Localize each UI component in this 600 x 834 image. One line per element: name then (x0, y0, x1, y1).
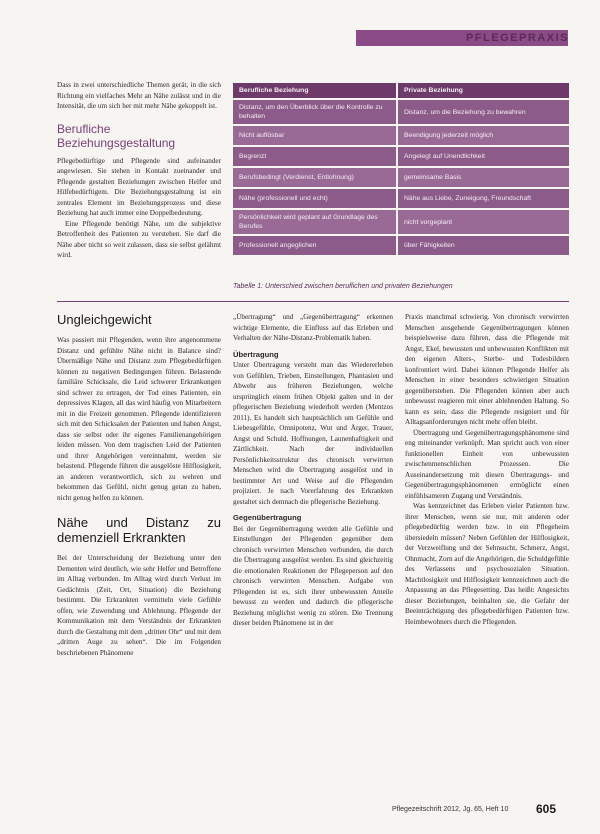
table-cell: Begrenzt (233, 146, 397, 167)
middle-column (233, 312, 393, 629)
heading-naehe-und-distanz: Nähe und Distanz zu demenziell Erkrankten (57, 515, 221, 545)
table-row (233, 125, 569, 146)
page-number: 605 (536, 802, 557, 816)
table-header-cell: Private Beziehung (397, 83, 569, 99)
journal-citation: Pflegezeitschrift 2012, Jg. 65, Heft 10 (392, 806, 509, 813)
table-row (233, 167, 569, 188)
table-row (233, 188, 569, 209)
table-cell: Nähe aus Liebe, Zuneigung, Freundschaft (397, 188, 569, 209)
table-cell: nicht vorgeplant (397, 209, 569, 235)
table-cell: gemeinsame Basis (397, 167, 569, 188)
table-cell: Professionell angeglichen (233, 235, 397, 256)
table-header-row (233, 83, 569, 99)
table-row (233, 209, 569, 235)
left-lower-column (57, 312, 221, 658)
section1-paragraph: Eine Pflegende benötigt Nähe, um die subjektive Betroffenheit des Patienten zu verstehen. Sie darf die Nähe aber nicht so weit zulassen, dass sie selbst gelähmt wird. (57, 219, 221, 259)
right-paragraph: Praxis manchmal schwierig. Von chronisch verwirrten Menschen ausgehende Gegenübertragungen können beispielsweise dazu führen, dass die Pflegende mit Angst, Ekel, bewussten und unbewussten Konflikten mit den eigenen Alters-, Sterbe- und Todesbildern konfrontiert wird. Dabei können Pflegende Helfer als Menschen in einer besonders schwierigen Situation gegenüberstehen. Die Pflegenden können aber auch unbewusst reagieren mit einer ablehnenden Haltung. So kann es sein, dass die Pflegende resigniert und für Alltagsanforderungen nicht mehr offen bleibt. (405, 313, 569, 426)
section3-paragraph: Bei der Unterscheidung der Beziehung unter den Dementen wird deutlich, wie sehr Helfer und Betroffene im Alltag verbunden. Im Alltag wird durch Verlust im Gedächtnis (Zeit, Ort, Situation) die Beziehung bestimmt. Die Erkrankten vermitteln viele Gefühle offen, wie Zuwendung und Ablehnung. Pflegende der Kommunikation mit dem Verständnis der Erkrankten durch die Gestaltung mit dem „dritten Ohr“ und mit dem „dritten Auge zu sehen“. Die im Folgenden beschriebenen Phänomene (57, 554, 221, 657)
table-cell: Berufsbedingt (Verdienst, Entlohnung) (233, 167, 397, 188)
uebertragung-paragraph: Unter Übertragung versteht man das Wiedererleben von Gefühlen, Trieben, Einstellungen, Phantasien und Abwehr aus früheren Beziehungen, welche ursprünglich einem frühen Objekt galten und in der pflegerischen Beziehung wiederholt werden (Mentzos 2011). Es handelt sich hauptsächlich um Gefühle und Liebesgefühle, Omnipotenz, Wut und Ärger, Trauer, Angst und Schuld. Hoffnungen, Launenhaftigkeit und Zärtlichkeit. Nach der individuellen Persönlichkeitsstruktur des chronisch verwirrten Menschen wird die Übertragung ausgelöst und in bestimmter Art und Weise auf die Pflegenden projiziert. Je nach Vorerfahrung des Erkrankten gestaltet sich demnach die pflegerische Beziehung. (233, 361, 393, 506)
left-upper-column (57, 80, 221, 261)
table-cell: Beendigung jederzeit möglich (397, 125, 569, 146)
table-cell: Distanz, um den Überblick über die Kontrolle zu behalten (233, 99, 397, 125)
table-row (233, 146, 569, 167)
table-cell: über Fähigkeiten (397, 235, 569, 256)
heading-berufliche-beziehungsgestaltung: Berufliche Beziehungsgestaltung (57, 121, 176, 150)
right-paragraph: Was kennzeichnet das Erleben vieler Patienten bzw. ihrer Menschen, wenn sie nur, mit anderen oder pflegebedürftig werden bzw. in ein Pflegeheim übersiedeln müssen? Neben Gefühlen der Hilflosigkeit, der Verzweiflung und der Sehnsucht, Schmerz, Angst, Ohnmacht, Zorn auf die Angehörigen, die Schuldgefühle des Verlassens und psychosozialen Situation. Machtlosigkeit und Hilflosigkeit kennzeichnen auch die Anpassung an das Pflegesetting. Das heißt: Angesichts dieser Beziehungen, beinhalten sie, die Gefahr der Beeinträchtigung des pflegebedürftigen Patienten bzw. Heimbewohners durch die Pflegenden. (405, 502, 569, 626)
table-cell: Distanz, um die Beziehung zu bewahren (397, 99, 569, 125)
table-row (233, 99, 569, 125)
section-title: PFLEGEPRAXIS (466, 32, 569, 44)
gegenuebertragung-paragraph: Bei der Gegenübertragung werden alle Gefühle und Einstellungen der Pflegenden gegenüber dem chronisch verwirrten Menschen verbunden, die durch die Übertragung ausgelöst werden. Es sind gleichzeitig die emotionalen Reaktionen der Pflegeperson auf den chronisch verwirrten Menschen. Aufgabe von Pflegenden ist es, sich ihrer unbewussten Anteile bewusst zu werden und dadurch die pflegerische Beziehung möglichst wenig zu stören. Die Trennung dieser beiden Phänomene ist in der (233, 524, 393, 627)
right-paragraph: Übertragung und Gegenübertragungsphänomene sind eng miteinander verknüpft. Man spricht auch von einer funktionellen Einheit von unbewussten zwischenmenschlichen Prozessen. Die Auseinandersetzung mit diesen Übertragungs- und Gegenübertragungsphänomenen ermöglicht einen einfühlsameren Zugang und Verständnis. (405, 428, 569, 500)
table-cell: Nicht auflösbar (233, 125, 397, 146)
comparison-table (233, 83, 569, 257)
table-cell: Angelegt auf Unendlichkeit (397, 146, 569, 167)
intro-text: Dass in zwei unterschiedliche Themen gerät, in die sich Richtung ein vielfaches Mehr an Nähe zulässt und in die Intensität, die um sich her mit mehr Nähe gekoppelt ist. (57, 81, 221, 110)
section2-paragraph: Was passiert mit Pflegenden, wenn ihre angenommene Distanz und gefühlte Nähe nicht in Balance sind? Übermäßige Nähe und Distanz zum Pflegebedürftigen können zu negativen Bedingungen führen. Belastende familiäre Schicksale, die Leid schwerer Erkrankungen sind schwer zu ertragen, der Tod eines Patienten, ein depressives Klagen, all das wird häufig von Mitarbeitern mit in die Freizeit genommen. Pflegende identifizieren sich mit den Schicksalen der Patienten und haben Angst, dass sie selbst oder ihr eigenes Familienangehörigen leiden müssen. Von dem tragischen Leid der Patienten und ihrer Angehörigen vereinnahmt, werden sie belastend. Pflegende führen die ausgelöste Hilflosigkeit, an anderen verantwortlich, sich zu wehren und bekommen das Gefühl, nicht genug getan zu haben, nicht genug helfen zu können. (57, 336, 221, 502)
middle-lead-paragraph: „Übertragung“ und „Gegenübertragung“ erkennen wichtige Elemente, die Einfluss auf das Erleben und Verhalten der Nähe-Distanz-Problematik haben. (233, 313, 393, 342)
table-cell: Nähe (professionell und echt) (233, 188, 397, 209)
subheading-uebertragung: Übertragung (233, 349, 279, 359)
table-row (233, 235, 569, 256)
table-caption: Tabelle 1: Unterschied zwischen beruflichen und privaten Beziehungen (233, 283, 453, 290)
right-column (405, 312, 569, 627)
table-cell: Persönlichkeit wird geplant auf Grundlage des Berufes (233, 209, 397, 235)
subheading-gegenuebertragung: Gegenübertragung (233, 513, 302, 522)
heading-ungleichgewicht: Ungleichgewicht (57, 312, 152, 327)
table-header-cell: Berufliche Beziehung (233, 83, 397, 99)
section-divider (57, 301, 569, 302)
section1-paragraph: Pflegebedürftige und Pflegende sind aufeinander angewiesen. Sie stehen in Kontakt zueinander und Pflegende gestalten Beziehungen zwischen Helfer und Hilfebedürftigem. Die Beziehungsgestaltung ist ein zentrales Element im Beziehungsprozess und diese Beziehung hat auch immer eine Doppelbedeutung. (57, 156, 221, 217)
